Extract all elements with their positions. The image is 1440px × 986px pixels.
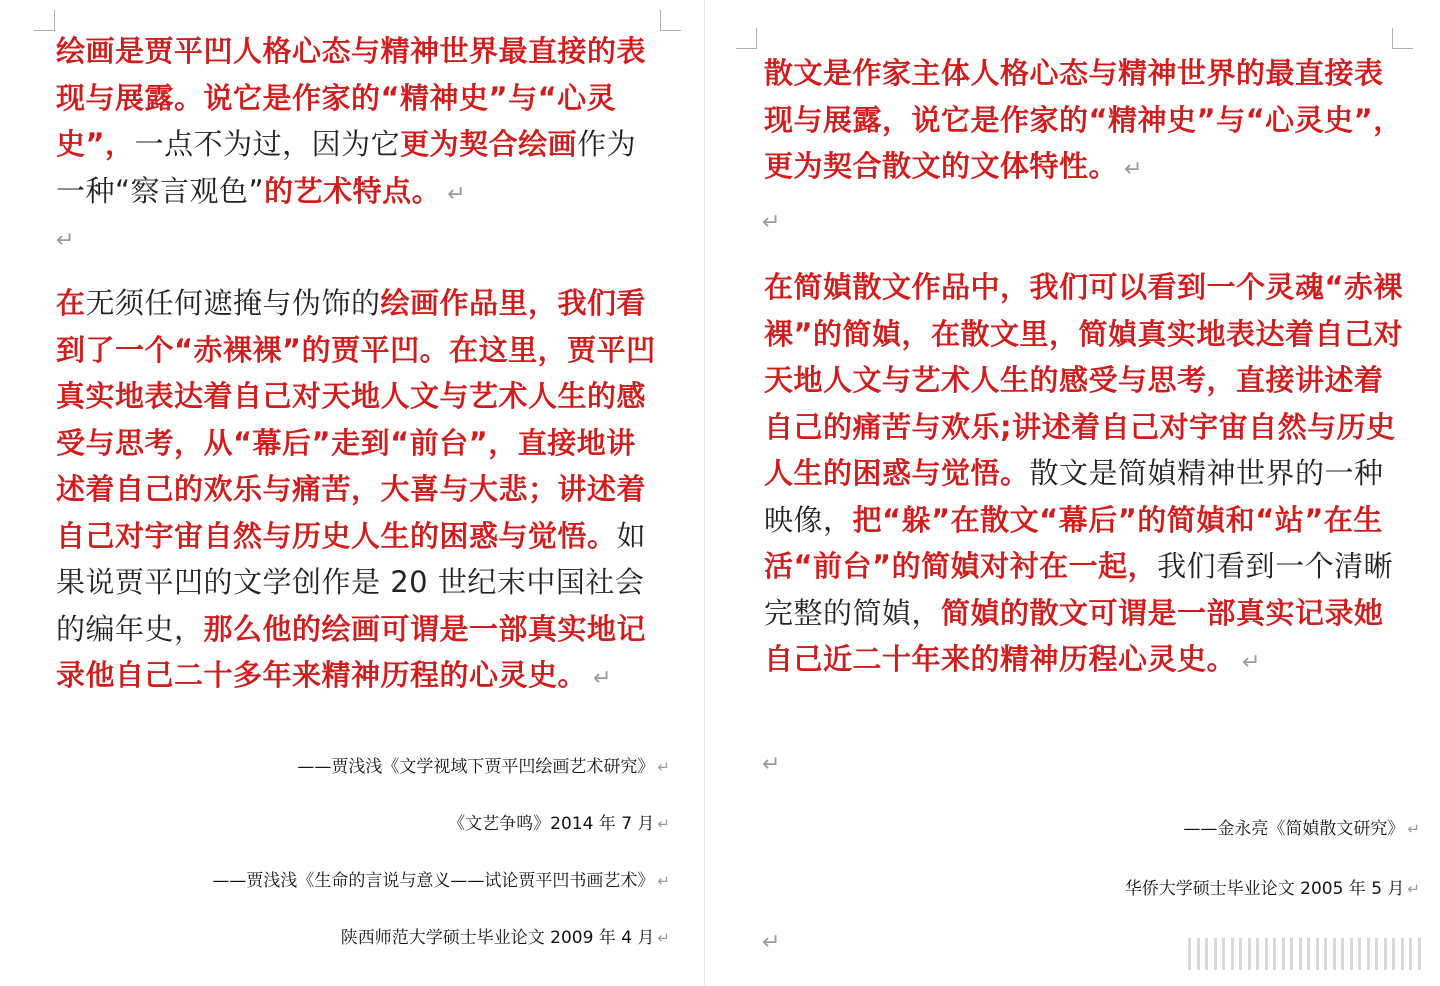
left-citation-line-3: ——贾浅浅《生命的言说与意义——试论贾平凹书画艺术》 ↵ [212,871,670,891]
scroll-indicator[interactable] [1188,938,1428,970]
scroll-indicator-stripe [1409,938,1412,970]
left-citation-line-2: 《文艺争鸣》2014 年 7 月 ↵ [448,814,670,834]
left-empty-paragraph-mark: ↵ [56,228,75,253]
right-empty-paragraph-mark-2: ↵ [762,752,781,777]
scroll-indicator-stripe [1197,938,1200,970]
right-paragraph-2[interactable] [764,264,1404,687]
scroll-indicator-stripe [1418,938,1421,970]
scroll-indicator-stripe [1316,938,1319,970]
scroll-indicator-stripe [1299,938,1302,970]
plain-text-run: 作为一种“察言观色” [56,127,637,208]
scroll-indicator-stripe [1375,938,1378,970]
plain-text-run: 如果说贾平凹的文学创作是 20 世纪末中国社会的编年史， [56,518,647,646]
left-paragraph-1[interactable] [56,28,662,218]
plain-text-run: 散文是简媜精神世界的一种映像， [764,456,1384,537]
scroll-indicator-stripe [1384,938,1387,970]
right-document-page[interactable] [712,0,1440,986]
paragraph-mark: ↵ [447,181,467,207]
emphasized-text-run: 散文是作家主体人格心态与精神世界的最直接表现与展露，说它是作家的“精神史”与“心灵史”，更为契合散文的文体特性。 [764,56,1403,183]
paragraph-mark: ↵ [1242,650,1261,675]
left-citation-line-4: 陕西师范大学硕士毕业论文 2009 年 4 月 ↵ [340,928,670,948]
scroll-indicator-stripe [1205,938,1208,970]
emphasized-text-run: 在简媜散文作品中，我们可以看到一个灵魂“赤裸裸”的简媜，在散文里，简媜真实地表达着自己对天地人文与艺术人生的感受与思考，直接讲述着自己的痛苦与欢乐;讲述着自己对宇宙自然与历史人生的困惑与觉悟。 [764,270,1404,490]
emphasized-text-run: 绘画作品里，我们看到了一个“赤裸裸”的贾平凹。在这里，贾平凹真实地表达着自己对天地人文与艺术人生的感受与思考，从“幕后”走到“前台”，直接地讲述着自己的欢乐与痛苦，大喜与大悲；讲述着自己对宇宙自然与历史人生的困惑与觉悟。 [56,286,656,553]
right-citation-line-1: ——金永亮《简媜散文研究》 ↵ [1183,819,1420,839]
emphasized-text-run: 把“躲”在散文“幕后”的简媜和“站”在生活“前台”的简媜对衬在一起， [764,502,1383,583]
right-citation-line-2: 华侨大学硕士毕业论文 2005 年 5 月 ↵ [1124,879,1420,899]
scroll-indicator-stripe [1256,938,1259,970]
scroll-indicator-stripe [1333,938,1336,970]
emphasized-text-run: 简媜的散文可谓是一部真实记录她自己近二十年来的精神历程心灵史。 [764,595,1384,676]
scroll-indicator-stripe [1231,938,1234,970]
scroll-indicator-stripe [1367,938,1370,970]
left-paragraph-2[interactable] [56,280,662,703]
scroll-indicator-stripe [1222,938,1225,970]
left-citation-line-1: ——贾浅浅《文学视域下贾平凹绘画艺术研究》 ↵ [297,757,670,777]
crop-mark-top-right [1392,28,1413,49]
page-divider [704,0,705,986]
paragraph-mark: ↵ [1124,157,1143,182]
emphasized-text-run: 在 [56,286,86,320]
scroll-indicator-stripe [1188,938,1191,970]
right-empty-paragraph-mark-3: ↵ [762,930,781,955]
scroll-indicator-stripe [1401,938,1404,970]
crop-mark-top-left [34,10,55,31]
emphasized-text-run: 更为契合绘画 [400,127,578,161]
emphasized-text-run: 的艺术特点。 [264,173,442,208]
right-empty-paragraph-mark-1: ↵ [762,210,781,235]
scroll-indicator-stripe [1341,938,1344,970]
scroll-indicator-stripe [1282,938,1285,970]
crop-mark-top-left [736,28,757,49]
scroll-indicator-stripe [1290,938,1293,970]
scroll-indicator-stripe [1358,938,1361,970]
scroll-indicator-stripe [1265,938,1268,970]
emphasized-text-run: 绘画是贾平凹人格心态与精神世界最直接的表现与展露。说它是作家的“精神史”与“心灵史”， [56,34,647,161]
right-paragraph-1[interactable] [764,50,1404,194]
scroll-indicator-stripe [1350,938,1353,970]
plain-text-run: 无须任何遮掩与伪饰的 [85,286,381,320]
crop-mark-top-right [660,10,681,31]
scroll-indicator-stripe [1324,938,1327,970]
scroll-indicator-stripe [1307,938,1310,970]
scroll-indicator-stripe [1248,938,1251,970]
scroll-indicator-stripe [1273,938,1276,970]
scroll-indicator-stripe [1239,938,1242,970]
plain-text-run: 我们看到一个清晰完整的简媜， [764,549,1394,630]
scroll-indicator-stripe [1214,938,1217,970]
paragraph-mark: ↵ [593,666,612,691]
scroll-indicator-stripe [1392,938,1395,970]
plain-text-run: 一点不为过，因为它 [134,127,401,161]
emphasized-text-run: 那么他的绘画可谓是一部真实地记录他自己二十多年来精神历程的心灵史。 [56,611,647,692]
left-document-page[interactable] [0,0,700,986]
